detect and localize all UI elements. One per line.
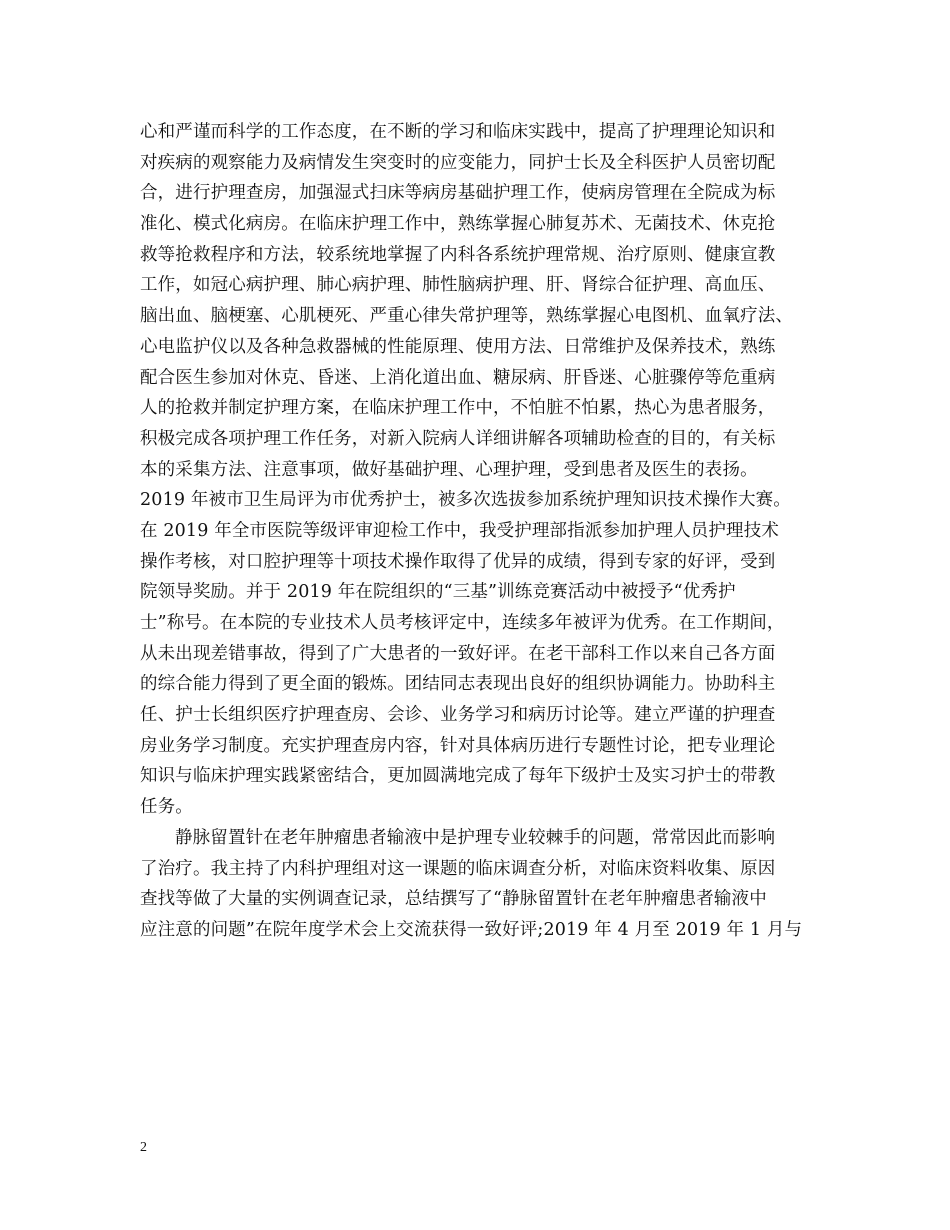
body-text: [140, 117, 840, 946]
text-line: 本的采集方法、注意事项，做好基础护理、心理护理，受到患者及医生的表扬。: [140, 459, 758, 480]
text-line: 任、护士长组织医疗护理查房、会诊、业务学习和病历讨论等。建立严谨的护理查: [140, 705, 776, 726]
text-line: 在 2019 年全市医院等级评审迎检工作中，我受护理部指派参加护理人员护理技术: [140, 520, 780, 541]
text-line: 操作考核，对口腔护理等十项技术操作取得了优异的成绩，得到专家的好评，受到: [140, 551, 776, 572]
paragraph: [140, 823, 840, 946]
text-line: 静脉留置针在老年肿瘤患者输液中是护理专业较棘手的问题，常常因此而影响: [175, 827, 776, 848]
text-line: 积极完成各项护理工作任务，对新入院病人详细讲解各项辅助检查的目的，有关标: [140, 428, 776, 449]
text-line: 士”称号。在本院的专业技术人员考核评定中，连续多年被评为优秀。在工作期间，: [140, 613, 785, 633]
text-line: 从未出现差错事故，得到了广大患者的一致好评。在老干部科工作以来自己各方面: [140, 643, 776, 664]
text-line: 对疾病的观察能力及病情发生突变时的应变能力，同护士长及全科医护人员密切配: [140, 152, 776, 173]
text-line: 工作，如冠心病护理、肺心病护理、肺性脑病护理、肝、肾综合征护理、高血压、: [140, 275, 776, 296]
text-line: 了治疗。我主持了内科护理组对这一课题的临床调查分析，对临床资料收集、原因: [140, 858, 776, 879]
text-line: 人的抢救并制定护理方案，在临床护理工作中，不怕脏不怕累，热心为患者服务，: [140, 398, 776, 419]
text-line: 查找等做了大量的实例调查记录，总结撰写了“静脉留置针在老年肿瘤患者输液中: [140, 889, 767, 910]
text-line: 合，进行护理查房，加强湿式扫床等病房基础护理工作，使病房管理在全院成为标: [140, 183, 776, 204]
text-line: 心和严谨而科学的工作态度，在不断的学习和临床实践中，提高了护理理论知识和: [140, 122, 776, 142]
text-line: 院领导奖励。并于 2019 年在院组织的“三基”训练竞赛活动中被授予“优秀护: [140, 582, 736, 603]
text-line: 的综合能力得到了更全面的锻炼。团结同志表现出良好的组织协调能力。协助科主: [140, 674, 776, 695]
text-line: 2019 年被市卫生局评为市优秀护士，被多次选拔参加系统护理知识技术操作大赛。: [140, 490, 791, 511]
text-line: 脑出血、脑梗塞、心肌梗死、严重心律失常护理等，熟练掌握心电图机、血氧疗法、: [140, 306, 794, 327]
paragraph: [140, 117, 840, 823]
text-line: 心电监护仪以及各种急救器械的性能原理、使用方法、日常维护及保养技术，熟练: [140, 336, 776, 357]
text-line: 应注意的问题”在院年度学术会上交流获得一致好评;2019 年 4 月至 2019 年 1 月与: [140, 919, 803, 940]
text-line: 准化、模式化病房。在临床护理工作中，熟练掌握心肺复苏术、无菌技术、休克抢: [140, 214, 776, 235]
text-line: 房业务学习制度。充实护理查房内容，针对具体病历进行专题性讨论，把专业理论: [140, 735, 776, 756]
text-line: 救等抢救程序和方法，较系统地掌握了内科各系统护理常规、治疗原则、健康宣教: [140, 244, 776, 265]
page-number: 2: [140, 1140, 147, 1155]
text-line: 知识与临床护理实践紧密结合，更加圆满地完成了每年下级护士及实习护士的带教: [140, 766, 776, 787]
text-line: 配合医生参加对休克、昏迷、上消化道出血、糖尿病、肝昏迷、心脏骤停等危重病: [140, 367, 776, 388]
text-line: 任务。: [140, 797, 193, 818]
